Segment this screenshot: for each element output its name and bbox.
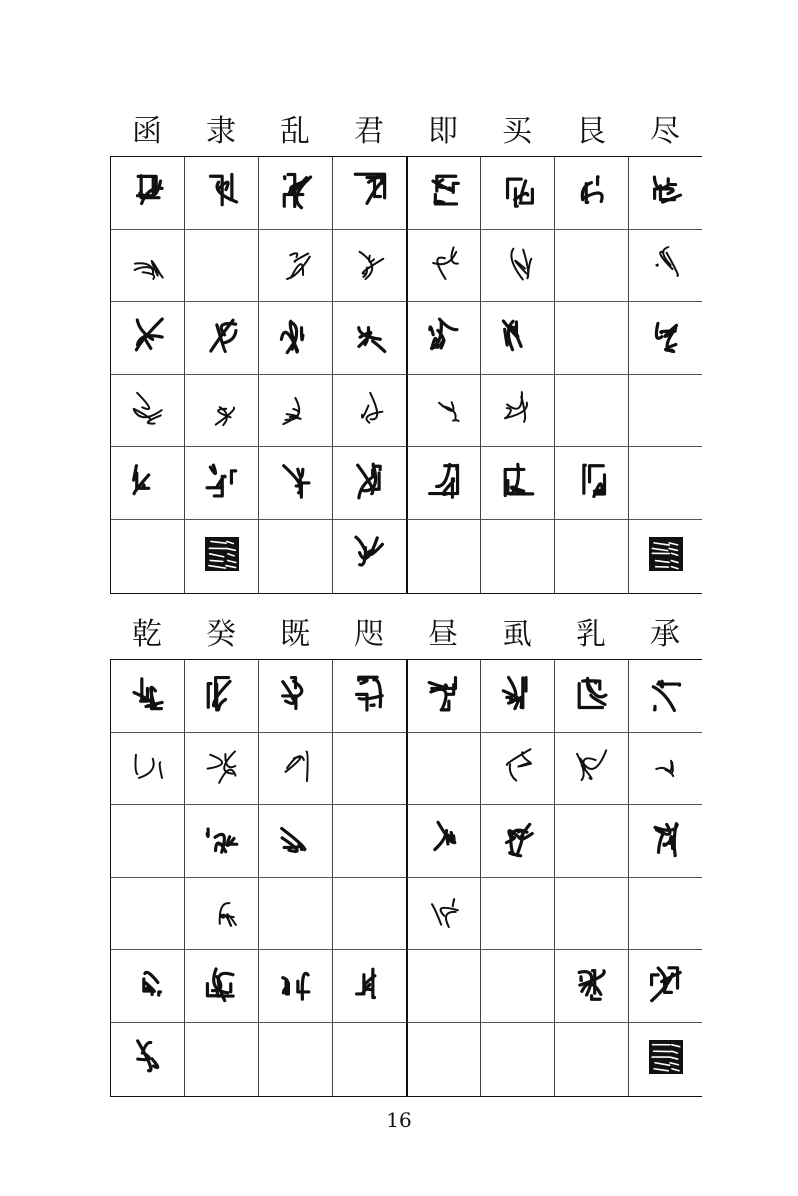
header-character: 隶 xyxy=(206,114,236,149)
glyph-cell-clerical-g4 xyxy=(332,447,406,520)
clerical-g7-glyph-image xyxy=(569,458,615,508)
bamboo-g1-glyph-image xyxy=(125,386,171,436)
empty-cell xyxy=(110,520,184,593)
glyph-cell-clerical-g1 xyxy=(110,447,184,520)
header-character: 昼 xyxy=(428,617,458,652)
empty-cell xyxy=(258,520,332,593)
header-character: 癸 xyxy=(206,617,236,652)
oracle-h8-glyph-image xyxy=(643,743,689,793)
empty-cell xyxy=(406,520,480,593)
bamboo-g2-glyph-image xyxy=(199,386,245,436)
header-character: 乱 xyxy=(280,114,310,149)
glyph-cell-bronze-g3 xyxy=(258,302,332,375)
glyph-cell-bronze-h8 xyxy=(628,805,702,878)
empty-cell xyxy=(110,878,184,951)
oracle-h1-glyph-image xyxy=(125,743,171,793)
bronze-h2-glyph-image xyxy=(199,816,245,866)
empty-cell xyxy=(628,878,702,951)
glyph-cell-bronze-g6 xyxy=(480,302,554,375)
header-character: 既 xyxy=(280,617,310,652)
empty-cell xyxy=(332,805,406,878)
glyph-cell-oracle-g5 xyxy=(406,230,480,303)
empty-cell xyxy=(110,805,184,878)
seal-g2-glyph-image xyxy=(199,168,245,218)
glyph-cell-bronze-g8 xyxy=(628,302,702,375)
empty-cell xyxy=(258,878,332,951)
bronze-h6-glyph-image xyxy=(495,816,541,866)
glyph-cell-bamboo-g2 xyxy=(184,375,258,448)
empty-cell xyxy=(332,733,406,806)
glyph-cell-seal-g2 xyxy=(184,157,258,230)
glyph-cell-oracle-g1 xyxy=(110,230,184,303)
empty-cell xyxy=(480,950,554,1023)
section-2-grid xyxy=(110,659,702,1097)
empty-cell xyxy=(406,950,480,1023)
glyph-cell-seal-g1 xyxy=(110,157,184,230)
glyph-cell-clerical-h1 xyxy=(110,950,184,1023)
glyph-cell-oracle-g6 xyxy=(480,230,554,303)
seal-g5-glyph-image xyxy=(421,168,467,218)
stamp-g8-glyph-image xyxy=(643,531,689,581)
glyph-cell-seal-h6 xyxy=(480,660,554,733)
clerical-h7-glyph-image xyxy=(569,961,615,1011)
glyph-cell-oracle-g8 xyxy=(628,230,702,303)
cursive-h1-glyph-image xyxy=(125,1034,171,1084)
glyph-cell-seal-h2 xyxy=(184,660,258,733)
glyph-cell-bamboo-h5 xyxy=(406,878,480,951)
seal-g8-glyph-image xyxy=(643,168,689,218)
glyph-cell-bronze-h3 xyxy=(258,805,332,878)
header-character: 买 xyxy=(502,114,532,149)
clerical-h3-glyph-image xyxy=(273,961,319,1011)
section-1-header-row xyxy=(110,112,702,152)
bamboo-g5-glyph-image xyxy=(421,386,467,436)
header-character: 君 xyxy=(354,114,384,149)
clerical-h4-glyph-image xyxy=(347,961,393,1011)
empty-cell xyxy=(406,733,480,806)
glyph-cell-bronze-h5 xyxy=(406,805,480,878)
clerical-h2-glyph-image xyxy=(199,961,245,1011)
page-number: 16 xyxy=(386,1108,412,1132)
glyph-cell-bamboo-h2 xyxy=(184,878,258,951)
glyph-cell-clerical-h4 xyxy=(332,950,406,1023)
seal-h4-glyph-image xyxy=(347,671,393,721)
glyph-cell-clerical-g5 xyxy=(406,447,480,520)
bamboo-h2-glyph-image xyxy=(199,889,245,939)
empty-cell xyxy=(554,520,628,593)
empty-cell xyxy=(332,878,406,951)
glyph-cell-clerical-h8 xyxy=(628,950,702,1023)
glyph-cell-seal-g4 xyxy=(332,157,406,230)
empty-cell xyxy=(554,878,628,951)
bronze-h8-glyph-image xyxy=(643,816,689,866)
clerical-h1-glyph-image xyxy=(125,961,171,1011)
seal-g7-glyph-image xyxy=(569,168,615,218)
header-character: 艮 xyxy=(576,114,606,149)
bronze-g1-glyph-image xyxy=(125,313,171,363)
seal-g4-glyph-image xyxy=(347,168,393,218)
seal-g1-glyph-image xyxy=(125,168,171,218)
seal-h8-glyph-image xyxy=(643,671,689,721)
oracle-g8-glyph-image xyxy=(643,240,689,290)
glyph-cell-stamp-g2 xyxy=(184,520,258,593)
empty-cell xyxy=(554,302,628,375)
section-2-header-row xyxy=(110,615,702,655)
clerical-g6-glyph-image xyxy=(495,458,541,508)
clerical-g5-glyph-image xyxy=(421,458,467,508)
header-character: 乾 xyxy=(132,617,162,652)
glyph-cell-clerical-h2 xyxy=(184,950,258,1023)
glyph-cell-clerical-g6 xyxy=(480,447,554,520)
glyph-cell-oracle-h1 xyxy=(110,733,184,806)
glyph-cell-seal-h1 xyxy=(110,660,184,733)
cursive-g4-glyph-image xyxy=(347,531,393,581)
bronze-g3-glyph-image xyxy=(273,313,319,363)
oracle-g5-glyph-image xyxy=(421,240,467,290)
empty-cell xyxy=(184,1023,258,1096)
seal-h2-glyph-image xyxy=(199,671,245,721)
seal-h1-glyph-image xyxy=(125,671,171,721)
glyph-cell-bamboo-g4 xyxy=(332,375,406,448)
bamboo-g3-glyph-image xyxy=(273,386,319,436)
seal-h3-glyph-image xyxy=(273,671,319,721)
glyph-cell-oracle-h7 xyxy=(554,733,628,806)
glyph-cell-seal-h7 xyxy=(554,660,628,733)
header-character: 尽 xyxy=(650,114,680,149)
glyph-cell-bamboo-g6 xyxy=(480,375,554,448)
empty-cell xyxy=(184,230,258,303)
glyph-cell-clerical-g2 xyxy=(184,447,258,520)
oracle-h3-glyph-image xyxy=(273,743,319,793)
header-character: 乳 xyxy=(576,617,606,652)
glyph-cell-seal-g5 xyxy=(406,157,480,230)
glyph-cell-clerical-h3 xyxy=(258,950,332,1023)
empty-cell xyxy=(628,375,702,448)
seal-g3-glyph-image xyxy=(273,168,319,218)
glyph-cell-bronze-g4 xyxy=(332,302,406,375)
seal-h7-glyph-image xyxy=(569,671,615,721)
glyph-cell-seal-g7 xyxy=(554,157,628,230)
bamboo-g6-glyph-image xyxy=(495,386,541,436)
empty-cell xyxy=(332,1023,406,1096)
glyph-cell-clerical-g7 xyxy=(554,447,628,520)
seal-h6-glyph-image xyxy=(495,671,541,721)
empty-cell xyxy=(554,230,628,303)
header-character: 承 xyxy=(650,617,680,652)
bronze-h5-glyph-image xyxy=(421,816,467,866)
empty-cell xyxy=(258,1023,332,1096)
glyph-cell-bronze-g2 xyxy=(184,302,258,375)
oracle-g4-glyph-image xyxy=(347,240,393,290)
glyph-cell-seal-g6 xyxy=(480,157,554,230)
glyph-cell-seal-h5 xyxy=(406,660,480,733)
glyph-cell-bamboo-g1 xyxy=(110,375,184,448)
clerical-g2-glyph-image xyxy=(199,458,245,508)
glyph-cell-stamp-h8 xyxy=(628,1023,702,1096)
stamp-g2-glyph-image xyxy=(199,531,245,581)
glyph-cell-stamp-g8 xyxy=(628,520,702,593)
seal-h5-glyph-image xyxy=(421,671,467,721)
glyph-cell-oracle-h8 xyxy=(628,733,702,806)
glyph-cell-bamboo-g5 xyxy=(406,375,480,448)
empty-cell xyxy=(406,1023,480,1096)
bronze-g4-glyph-image xyxy=(347,313,393,363)
empty-cell xyxy=(628,447,702,520)
glyph-cell-bamboo-g3 xyxy=(258,375,332,448)
glyph-cell-oracle-h6 xyxy=(480,733,554,806)
glyph-cell-oracle-h3 xyxy=(258,733,332,806)
bronze-g8-glyph-image xyxy=(643,313,689,363)
oracle-h7-glyph-image xyxy=(569,743,615,793)
header-character: 咫 xyxy=(354,617,384,652)
glyph-cell-seal-h4 xyxy=(332,660,406,733)
seal-g6-glyph-image xyxy=(495,168,541,218)
bronze-g2-glyph-image xyxy=(199,313,245,363)
bamboo-h5-glyph-image xyxy=(421,889,467,939)
header-character: 即 xyxy=(428,114,458,149)
glyph-cell-bronze-h2 xyxy=(184,805,258,878)
empty-cell xyxy=(554,1023,628,1096)
stamp-h8-glyph-image xyxy=(643,1034,689,1084)
oracle-g6-glyph-image xyxy=(495,240,541,290)
glyph-cell-bronze-g1 xyxy=(110,302,184,375)
empty-cell xyxy=(480,1023,554,1096)
glyph-cell-oracle-h2 xyxy=(184,733,258,806)
empty-cell xyxy=(554,375,628,448)
glyph-cell-clerical-g3 xyxy=(258,447,332,520)
bronze-h3-glyph-image xyxy=(273,816,319,866)
header-character: 虱 xyxy=(502,617,532,652)
glyph-cell-oracle-g3 xyxy=(258,230,332,303)
empty-cell xyxy=(480,520,554,593)
header-character: 函 xyxy=(132,114,162,149)
clerical-g3-glyph-image xyxy=(273,458,319,508)
glyph-cell-oracle-g4 xyxy=(332,230,406,303)
oracle-h6-glyph-image xyxy=(495,743,541,793)
bronze-g5-glyph-image xyxy=(421,313,467,363)
glyph-cell-bronze-g5 xyxy=(406,302,480,375)
glyph-cell-seal-h3 xyxy=(258,660,332,733)
oracle-g1-glyph-image xyxy=(125,240,171,290)
glyph-cell-seal-g3 xyxy=(258,157,332,230)
bronze-g6-glyph-image xyxy=(495,313,541,363)
glyph-cell-clerical-h7 xyxy=(554,950,628,1023)
glyph-cell-cursive-g4 xyxy=(332,520,406,593)
clerical-h8-glyph-image xyxy=(643,961,689,1011)
clerical-g1-glyph-image xyxy=(125,458,171,508)
glyph-cell-cursive-h1 xyxy=(110,1023,184,1096)
bamboo-g4-glyph-image xyxy=(347,386,393,436)
oracle-g3-glyph-image xyxy=(273,240,319,290)
empty-cell xyxy=(480,878,554,951)
section-1-grid xyxy=(110,156,702,594)
empty-cell xyxy=(554,805,628,878)
glyph-cell-seal-h8 xyxy=(628,660,702,733)
glyph-cell-seal-g8 xyxy=(628,157,702,230)
glyph-cell-bronze-h6 xyxy=(480,805,554,878)
clerical-g4-glyph-image xyxy=(347,458,393,508)
oracle-h2-glyph-image xyxy=(199,743,245,793)
